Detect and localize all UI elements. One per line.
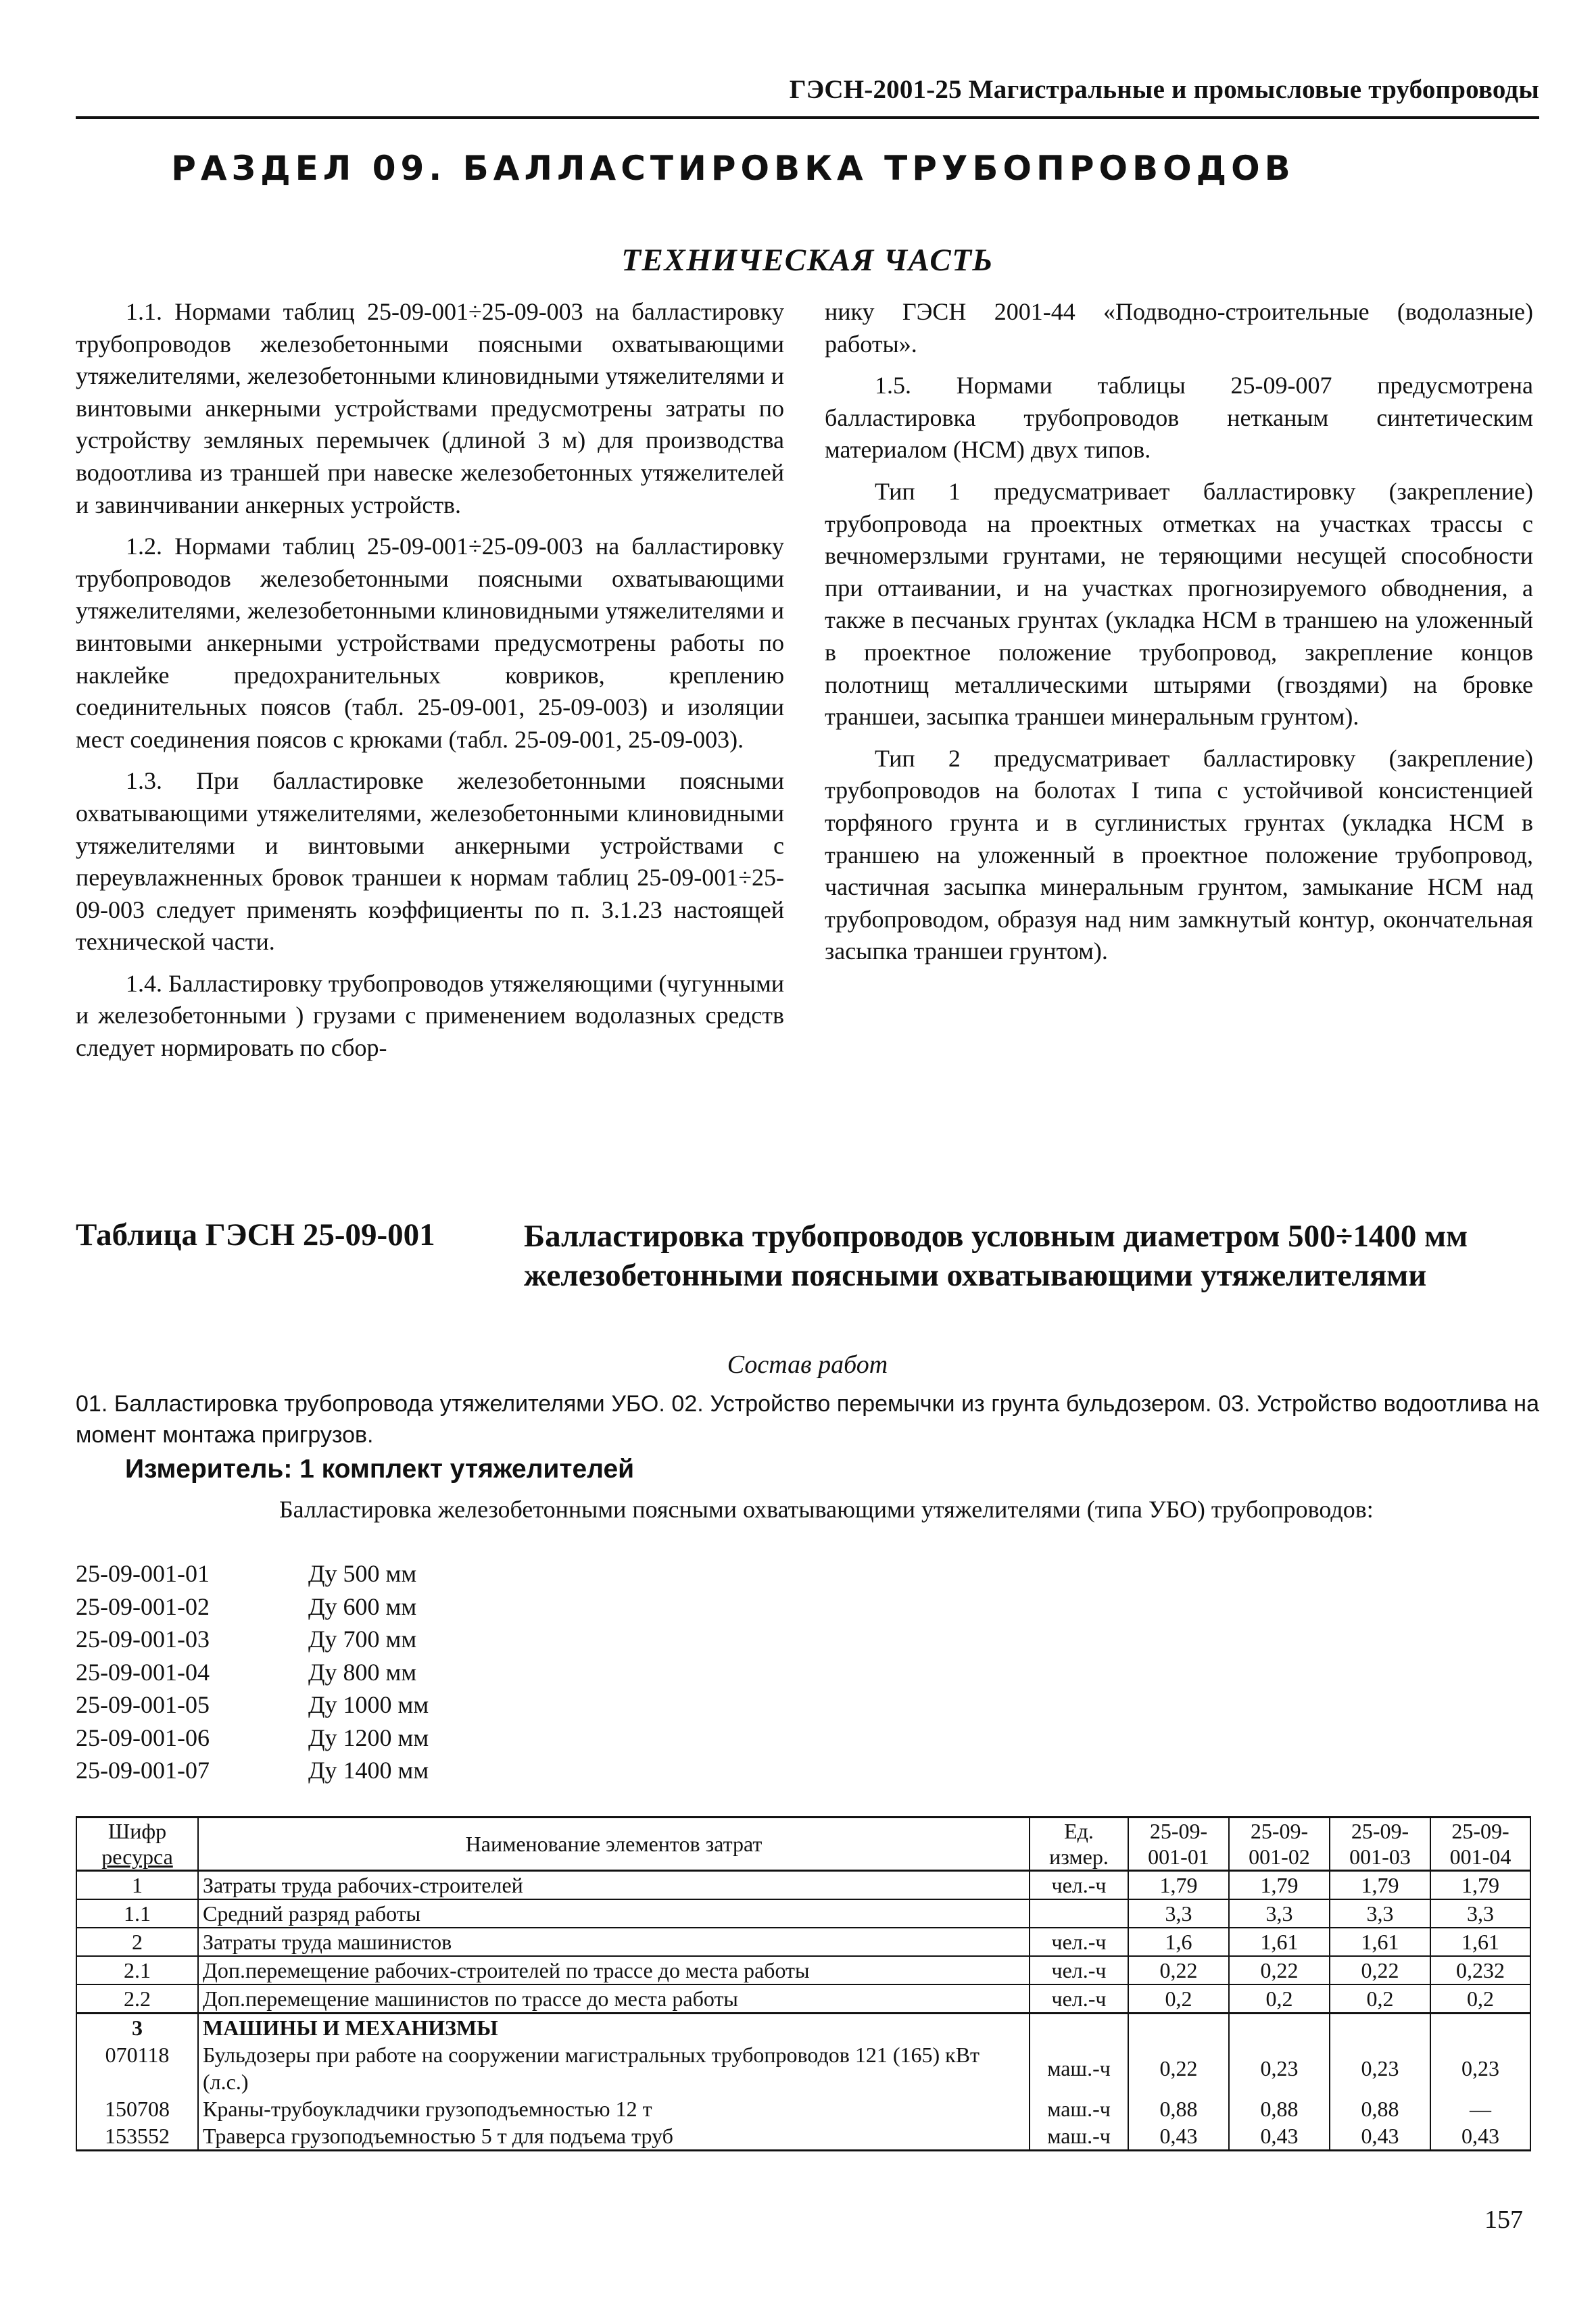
resource-table [76,1816,1531,2151]
cell-value: 0,23 [1229,2041,1330,2095]
cell-value: 0,43 [1330,2122,1430,2151]
norm-code: 25-09-001-02 [76,1592,210,1620]
cell-value: 0,88 [1229,2095,1330,2122]
cell-unit: маш.-ч [1030,2122,1128,2151]
code-list [76,1557,429,1787]
cell-value: 1,79 [1128,1871,1229,1900]
table-header-row [76,1818,1530,1871]
left-column [76,296,784,1074]
cell-name: Доп.перемещение рабочих-строителей по трассе до места работы [198,1956,1030,1984]
header-unit: Ед. измер. [1030,1818,1128,1871]
cell-value: 3,3 [1229,1899,1330,1928]
cell-unit: чел.-ч [1030,1871,1128,1900]
norm-code: 25-09-001-07 [76,1757,210,1784]
cell-value: 0,2 [1128,1984,1229,2014]
paragraph-type-2: Тип 2 предусматривает балластировку (закрепление) трубопроводов на болотах I типа с устойчивой консистенцией торфяного грунта и в суглинистых грунтах (укладка НСМ в траншею на уложенный в проектное положение трубопровод, частичная засыпка минеральным грунтом, замыкание НСМ над трубопроводом, образуя над ним замкнутый контур, окончательная засыпка траншеи грунтом). [825,744,1533,965]
cell-value: 0,22 [1128,1956,1229,1984]
cell-value: 1,79 [1330,1871,1430,1900]
cell-name: МАШИНЫ И МЕХАНИЗМЫ [198,2014,1030,2042]
cell-unit: чел.-ч [1030,1956,1128,1984]
norm-diameter: Ду 800 мм [308,1658,417,1686]
table-row [76,1984,1530,2014]
cell-code: 2.2 [76,1984,198,2014]
cell-value: 1,61 [1229,1928,1330,1956]
cell-value: 1,61 [1430,1928,1530,1956]
cell-code: 070118 [76,2041,198,2095]
cell-value: 1,61 [1330,1928,1430,1956]
table-row [76,2041,1530,2095]
cell-value [1128,2014,1229,2042]
norm-diameter: Ду 700 мм [308,1626,417,1653]
norm-code: 25-09-001-05 [76,1691,210,1718]
cell-value: 0,2 [1330,1984,1430,2014]
cell-value [1430,2014,1530,2042]
cell-value: 0,22 [1229,1956,1330,1984]
cell-unit: чел.-ч [1030,1928,1128,1956]
cell-unit: маш.-ч [1030,2041,1128,2095]
section-title: РАЗДЕЛ 09. БАЛЛАСТИРОВКА ТРУБОПРОВОДОВ [171,149,1295,188]
cell-value: 0,43 [1128,2122,1229,2151]
cell-value: 0,232 [1430,1956,1530,1984]
technical-part-title: ТЕХНИЧЕСКАЯ ЧАСТЬ [621,243,994,278]
paragraph-1-3: 1.3. При балластировке железобетонными поясными охватывающими утяжелителями, железобетонными клиновидными утяжелителями и винтовыми анкерными устройствами с переувлажненных бровок траншеи к нормам таблиц 25-09-001÷25-09-003 следует применять коэффициенты по п. 3.1.23 настоящей технической части. [76,767,784,956]
cell-code: 3 [76,2014,198,2042]
cell-name: Средний разряд работы [198,1899,1030,1928]
cell-value: 0,88 [1128,2095,1229,2122]
cell-value: 0,2 [1229,1984,1330,2014]
cell-unit: чел.-ч [1030,1984,1128,2014]
code-list-item [76,1557,429,1590]
header-name: Наименование элементов затрат [198,1818,1030,1871]
running-header: ГЭСН-2001-25 Магистральные и промысловые трубопроводы [789,75,1539,104]
page-number: 157 [1484,2206,1523,2234]
paragraph-1-5: 1.5. Нормами таблицы 25-09-007 предусмотрена балластировка трубопроводов нетканым синтетическим материалом (НСМ) двух типов. [825,372,1533,464]
cell-code: 2 [76,1928,198,1956]
header-col-02: 25-09- 001-02 [1229,1818,1330,1871]
paragraph-1-2: 1.2. Нормами таблиц 25-09-001÷25-09-003 на балластировку трубопроводов железобетонными поясными охватывающими утяжелителями, железобетонными клиновидными утяжелителями и винтовыми анкерными устройствами предусмотрены работы по наклейке предохранительных ковриков, креплению соединительных поясов (табл. 25-09-001, 25-09-003) и изоляции мест соединения поясов с крюками (табл. 25-09-001, 25-09-003). [76,533,784,753]
cell-code: 150708 [76,2095,198,2122]
table-row [76,2095,1530,2122]
right-column [825,296,1533,977]
norm-code: 25-09-001-01 [76,1560,210,1587]
header-divider [76,116,1539,119]
cell-name: Затраты труда машинистов [198,1928,1030,1956]
cell-name: Затраты труда рабочих-строителей [198,1871,1030,1900]
cell-value: 3,3 [1330,1899,1430,1928]
cell-value: 1,79 [1229,1871,1330,1900]
code-list-item [76,1722,429,1755]
measurer-line: Измеритель: 1 комплект утяжелителей [125,1455,635,1484]
norm-diameter: Ду 1200 мм [308,1724,429,1751]
cell-unit [1030,1899,1128,1928]
code-list-item [76,1754,429,1787]
header-code: Шифр ресурса [76,1818,198,1871]
norm-diameter: Ду 1000 мм [308,1691,429,1718]
cell-value: 0,43 [1229,2122,1330,2151]
code-list-item [76,1688,429,1722]
work-description: Балластировка железобетонными поясными охватывающими утяжелителями (типа УБО) трубопроводов: [279,1496,1374,1523]
composition-text: 01. Балластировка трубопровода утяжелителями УБО. 02. Устройство перемычки из грунта бульдозером. 03. Устройство водоотлива на момент монтажа пригрузов. [76,1391,1539,1448]
norm-code: 25-09-001-04 [76,1658,210,1686]
norm-diameter: Ду 500 мм [308,1560,417,1587]
norm-code: 25-09-001-03 [76,1626,210,1653]
cell-value [1229,2014,1330,2042]
header-col-04: 25-09- 001-04 [1430,1818,1530,1871]
header-col-01: 25-09- 001-01 [1128,1818,1229,1871]
cell-value: — [1430,2095,1530,2122]
header-col-03: 25-09- 001-03 [1330,1818,1430,1871]
paragraph-1-4: 1.4. Балластировку трубопроводов утяжеляющими (чугунными и железобетонными ) грузами с применением водолазных средств следует нормировать по сбор- [76,969,784,1062]
cell-value: 0,88 [1330,2095,1430,2122]
cell-name: Краны-трубоукладчики грузоподъемностью 12 т [198,2095,1030,2122]
cell-value: 3,3 [1128,1899,1229,1928]
table-title: Балластировка трубопроводов условным диаметром 500÷1400 мм железобетонными поясными охватывающими утяжелителями [524,1219,1468,1293]
norm-code: 25-09-001-06 [76,1724,210,1751]
norm-diameter: Ду 600 мм [308,1592,417,1620]
cell-value: 1,79 [1430,1871,1530,1900]
table-row [76,1871,1530,1900]
cell-value: 0,43 [1430,2122,1530,2151]
cell-code: 1 [76,1871,198,1900]
cell-unit: маш.-ч [1030,2095,1128,2122]
table-row [76,2122,1530,2151]
table-row [76,1928,1530,1956]
table-row [76,1956,1530,1984]
cell-name: Доп.перемещение машинистов по трассе до места работы [198,1984,1030,2014]
cell-name: Бульдозеры при работе на сооружении магистральных трубопроводов 121 (165) кВт (л.с.) [198,2041,1030,2095]
paragraph-1-4-continuation: нику ГЭСН 2001-44 «Подводно-строительные (водолазные) работы». [825,298,1533,358]
code-list-item [76,1656,429,1689]
paragraph-1-1: 1.1. Нормами таблиц 25-09-001÷25-09-003 на балластировку трубопроводов железобетонными поясными охватывающими утяжелителями, железобетонными клиновидными утяжелителями и винтовыми анкерными устройствами предусмотрены затраты по устройству земляных перемычек (длиной 3 м) для производства водоотлива из траншей при навеске железобетонных утяжелителей и завинчивании анкерных устройств. [76,298,784,518]
cell-code: 1.1 [76,1899,198,1928]
cell-value: 3,3 [1430,1899,1530,1928]
cell-value: 0,2 [1430,1984,1530,2014]
cell-value: 0,22 [1330,1956,1430,1984]
table-label: Таблица ГЭСН 25-09-001 [76,1217,435,1252]
cell-value: 1,6 [1128,1928,1229,1956]
cell-code: 2.1 [76,1956,198,1984]
cell-code: 153552 [76,2122,198,2151]
composition-heading: Состав работ [727,1350,888,1379]
cell-value: 0,23 [1430,2041,1530,2095]
cell-value: 0,23 [1330,2041,1430,2095]
table-section-row [76,2014,1530,2042]
code-list-item [76,1623,429,1656]
norm-diameter: Ду 1400 мм [308,1757,429,1784]
cell-name: Траверса грузоподъемностью 5 т для подъема труб [198,2122,1030,2151]
cell-value [1330,2014,1430,2042]
cell-value: 0,22 [1128,2041,1229,2095]
paragraph-type-1: Тип 1 предусматривает балластировку (закрепление) трубопровода на проектных отметках на участках трассы с вечномерзлыми грунтами, не теряющими несущей способности при оттаивании, и на участках прогнозируемого обводнения, а также в песчаных грунтах (укладка НСМ в траншею на уложенный в проектное положение трубопровод, закрепление концов полотнищ металлическими штырями (гвоздями) на бровке траншеи, засыпка траншеи минеральным грунтом). [825,477,1533,731]
code-list-item [76,1590,429,1624]
table-row [76,1899,1530,1928]
cell-unit [1030,2014,1128,2042]
